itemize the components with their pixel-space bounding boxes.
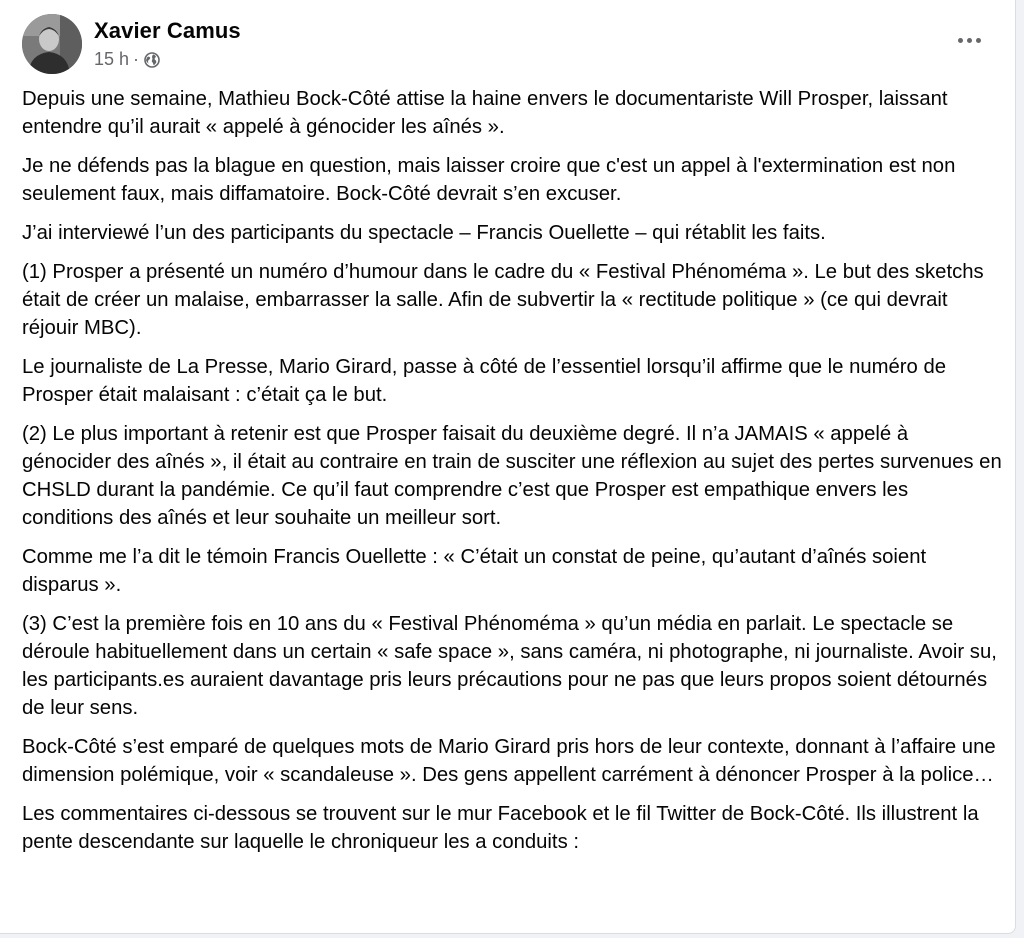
avatar[interactable] xyxy=(22,14,82,74)
post-paragraph: J’ai interviewé l’un des participants du spectacle – Francis Ouellette – qui rétablit les faits. xyxy=(22,222,826,244)
dot xyxy=(958,38,963,43)
post-body xyxy=(22,85,1002,867)
post-paragraph: (2) Le plus important à retenir est que Prosper faisait du deuxième degré. Il n’a JAMAIS « appelé à génocider des aînés », il était au contraire en train de susciter une réflexion au sujet des pertes survenues en CHSLD durant la pandémie. Ce qu’il faut comprendre c’est que Prosper est empathique envers les conditions des aînés et leur souhaite un meilleur sort. xyxy=(22,423,1002,529)
post-paragraph: Les commentaires ci-dessous se trouvent sur le mur Facebook et le fil Twitter de Bock-Côté. Ils illustrent la pente descendante sur laquelle le chroniqueur les a conduits : xyxy=(22,803,979,853)
post-paragraph: Comme me l’a dit le témoin Francis Ouellette : « C’était un constat de peine, qu’autant d’aînés soient disparus ». xyxy=(22,546,927,596)
post-paragraph: Le journaliste de La Presse, Mario Girard, passe à côté de l’essentiel lorsqu’il affirme que le numéro de Prosper était malaisant : c’était ça le but. xyxy=(22,356,947,406)
post-paragraph: (1) Prosper a présenté un numéro d’humour dans le cadre du « Festival Phénoméma ». Le but des sketchs était de créer un malaise, embarrasser la salle. Afin de subvertir la « rectitude politique » (ce qui devrait réjouir MBC). xyxy=(22,261,984,339)
post-header xyxy=(22,14,241,74)
separator-dot: · xyxy=(133,49,140,69)
post-time[interactable]: 15 h xyxy=(94,49,130,69)
post-paragraph: Depuis une semaine, Mathieu Bock-Côté attise la haine envers le documentariste Will Prosper, laissant entendre qu’il aurait « appelé à génocider les aînés ». xyxy=(22,88,948,138)
post-paragraph: (3) C’est la première fois en 10 ans du « Festival Phénoméma » qu’un média en parlait. Le spectacle se déroule habituellement dans un certain « safe space », sans caméra, ni photographe, ni journaliste. Avoir su, les participants.es auraient davantage pris leurs précautions pour ne pas que leurs propos soient détournés de leur sens. xyxy=(22,613,997,719)
post-subline xyxy=(94,48,241,70)
avatar-photo xyxy=(22,14,82,74)
globe-icon[interactable] xyxy=(144,51,160,67)
more-options-icon[interactable] xyxy=(949,24,989,56)
dot xyxy=(976,38,981,43)
post-meta xyxy=(94,14,241,70)
post-paragraph: Bock-Côté s’est emparé de quelques mots de Mario Girard pris hors de leur contexte, donnant à l’affaire une dimension polémique, voir « scandaleuse ». Des gens appellent carrément à dénoncer Prosper à la police… xyxy=(22,736,996,786)
author-name[interactable]: Xavier Camus xyxy=(94,18,241,43)
post-paragraph: Je ne défends pas la blague en question, mais laisser croire que c'est un appel à l'extermination est non seulement faux, mais diffamatoire. Bock-Côté devrait s’en excuser. xyxy=(22,155,956,205)
dot xyxy=(967,38,972,43)
